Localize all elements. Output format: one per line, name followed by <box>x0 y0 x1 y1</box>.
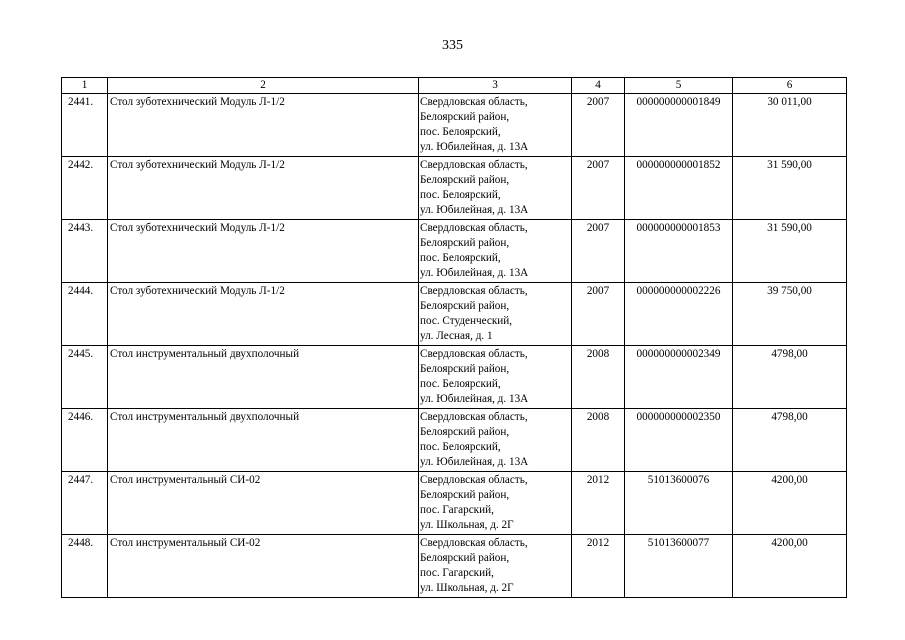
address-cell <box>419 409 572 472</box>
address-line: ул. Юбилейная, д. 13А <box>420 456 529 468</box>
table-row <box>62 94 847 157</box>
item-name-cell: Стол зуботехнический Модуль Л-1/2 <box>108 220 419 283</box>
cost-cell: 4798,00 <box>733 409 847 472</box>
cost-cell: 31 590,00 <box>733 220 847 283</box>
row-number-cell: 2442. <box>62 157 108 220</box>
inventory-number-cell: 51013600077 <box>625 535 733 598</box>
row-number-cell: 2444. <box>62 283 108 346</box>
address-line: ул. Юбилейная, д. 13А <box>420 267 529 279</box>
address-line: пос. Белоярский, <box>420 126 501 138</box>
address-line: ул. Юбилейная, д. 13А <box>420 393 529 405</box>
inventory-number-cell: 000000000001852 <box>625 157 733 220</box>
address-line: пос. Белоярский, <box>420 378 501 390</box>
inventory-number-cell: 000000000001849 <box>625 94 733 157</box>
table-row <box>62 220 847 283</box>
page-number: 335 <box>442 38 463 53</box>
address-cell <box>419 535 572 598</box>
address-line: ул. Юбилейная, д. 13А <box>420 204 529 216</box>
address-line: Свердловская область, <box>420 537 528 549</box>
property-registry-table <box>61 77 847 598</box>
year-cell: 2008 <box>572 409 625 472</box>
year-cell: 2007 <box>572 157 625 220</box>
column-header-3: 3 <box>419 78 572 94</box>
year-cell: 2012 <box>572 472 625 535</box>
item-name-cell: Стол инструментальный двухполочный <box>108 346 419 409</box>
address-line: Свердловская область, <box>420 348 528 360</box>
row-number-cell: 2447. <box>62 472 108 535</box>
item-name-cell: Стол зуботехнический Модуль Л-1/2 <box>108 94 419 157</box>
address-line: Свердловская область, <box>420 474 528 486</box>
address-line: Белоярский район, <box>420 300 510 312</box>
address-cell <box>419 472 572 535</box>
column-header-1: 1 <box>62 78 108 94</box>
table-row <box>62 409 847 472</box>
cost-cell: 30 011,00 <box>733 94 847 157</box>
address-line: ул. Юбилейная, д. 13А <box>420 141 529 153</box>
cost-cell: 31 590,00 <box>733 157 847 220</box>
cost-cell: 4200,00 <box>733 535 847 598</box>
address-line: пос. Гагарский, <box>420 567 494 579</box>
inventory-number-cell: 000000000002226 <box>625 283 733 346</box>
inventory-number-cell: 51013600076 <box>625 472 733 535</box>
address-line: пос. Гагарский, <box>420 504 494 516</box>
inventory-number-cell: 000000000002349 <box>625 346 733 409</box>
address-line: Белоярский район, <box>420 237 510 249</box>
column-header-6: 6 <box>733 78 847 94</box>
address-line: Белоярский район, <box>420 174 510 186</box>
address-line: пос. Белоярский, <box>420 252 501 264</box>
item-name-cell: Стол инструментальный СИ-02 <box>108 472 419 535</box>
address-line: ул. Школьная, д. 2Г <box>420 582 514 594</box>
cost-cell: 4798,00 <box>733 346 847 409</box>
table-row <box>62 283 847 346</box>
row-number-cell: 2443. <box>62 220 108 283</box>
year-cell: 2007 <box>572 220 625 283</box>
column-header-5: 5 <box>625 78 733 94</box>
address-line: Свердловская область, <box>420 285 528 297</box>
address-line: Белоярский район, <box>420 426 510 438</box>
address-cell <box>419 157 572 220</box>
address-line: Свердловская область, <box>420 159 528 171</box>
address-line: Белоярский район, <box>420 111 510 123</box>
address-cell <box>419 283 572 346</box>
item-name-cell: Стол зуботехнический Модуль Л-1/2 <box>108 283 419 346</box>
year-cell: 2008 <box>572 346 625 409</box>
address-line: ул. Лесная, д. 1 <box>420 330 493 342</box>
year-cell: 2012 <box>572 535 625 598</box>
table-row <box>62 346 847 409</box>
address-line: Свердловская область, <box>420 96 528 108</box>
cost-cell: 4200,00 <box>733 472 847 535</box>
address-line: ул. Школьная, д. 2Г <box>420 519 514 531</box>
table-header-row <box>62 78 847 94</box>
column-header-4: 4 <box>572 78 625 94</box>
table-row <box>62 535 847 598</box>
row-number-cell: 2446. <box>62 409 108 472</box>
item-name-cell: Стол зуботехнический Модуль Л-1/2 <box>108 157 419 220</box>
year-cell: 2007 <box>572 94 625 157</box>
address-line: Белоярский район, <box>420 489 510 501</box>
table-row <box>62 472 847 535</box>
row-number-cell: 2448. <box>62 535 108 598</box>
address-line: Свердловская область, <box>420 411 528 423</box>
address-cell <box>419 94 572 157</box>
address-line: пос. Белоярский, <box>420 441 501 453</box>
inventory-number-cell: 000000000002350 <box>625 409 733 472</box>
cost-cell: 39 750,00 <box>733 283 847 346</box>
address-line: пос. Белоярский, <box>420 189 501 201</box>
column-header-2: 2 <box>108 78 419 94</box>
row-number-cell: 2441. <box>62 94 108 157</box>
address-line: Белоярский район, <box>420 363 510 375</box>
table-body <box>62 94 847 598</box>
address-line: Белоярский район, <box>420 552 510 564</box>
address-cell <box>419 220 572 283</box>
item-name-cell: Стол инструментальный двухполочный <box>108 409 419 472</box>
address-line: Свердловская область, <box>420 222 528 234</box>
table-row <box>62 157 847 220</box>
row-number-cell: 2445. <box>62 346 108 409</box>
year-cell: 2007 <box>572 283 625 346</box>
inventory-number-cell: 000000000001853 <box>625 220 733 283</box>
address-line: пос. Студенческий, <box>420 315 513 327</box>
address-cell <box>419 346 572 409</box>
item-name-cell: Стол инструментальный СИ-02 <box>108 535 419 598</box>
